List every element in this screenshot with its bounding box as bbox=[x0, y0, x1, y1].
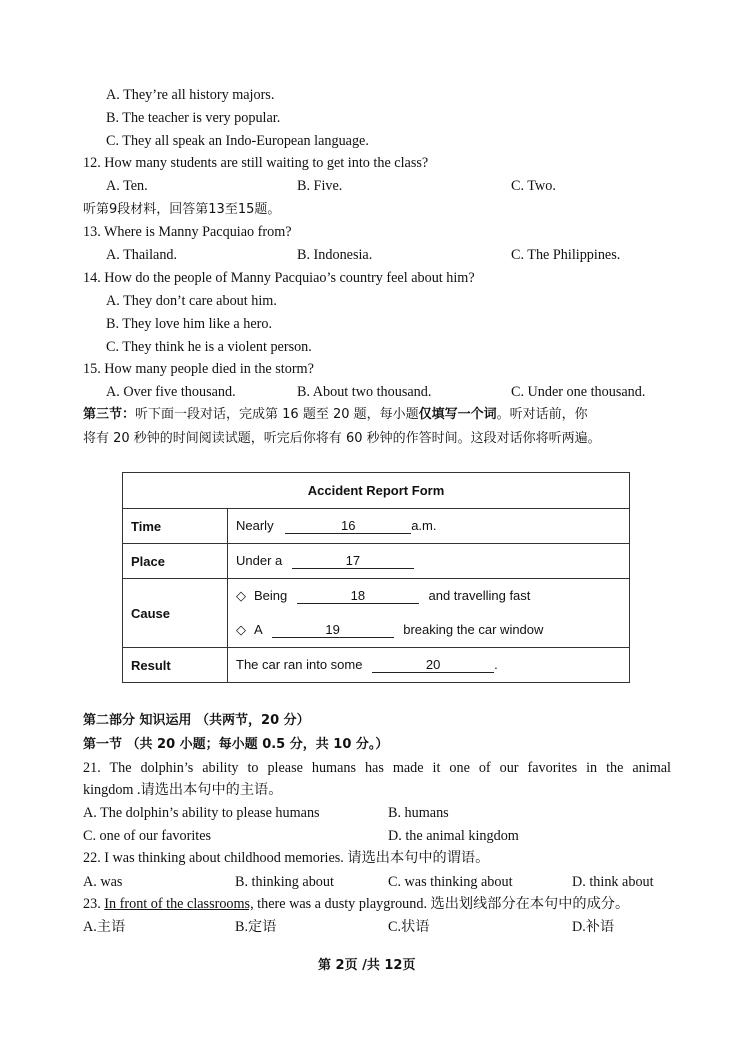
cause-line-2 bbox=[236, 617, 621, 643]
question-14: 14. How do the people of Manny Pacquiao’s country feel about him? bbox=[83, 270, 475, 286]
section-3-bold: 仅填写一个词 bbox=[418, 407, 497, 422]
option-23a: A.主语 bbox=[83, 919, 126, 935]
option-15a: A. Over five thousand. bbox=[106, 384, 236, 400]
form-title: Accident Report Form bbox=[123, 473, 630, 509]
page-footer: 第 2页 /共 12页 bbox=[318, 958, 416, 973]
option-14b: B. They love him like a hero. bbox=[106, 316, 273, 332]
option-11a: A. They’re all history majors. bbox=[106, 87, 275, 103]
cause1-prefix: Being bbox=[254, 588, 288, 603]
question-15: 15. How many people died in the storm? bbox=[83, 361, 314, 377]
time-suffix: a.m. bbox=[411, 518, 437, 533]
time-prefix: Nearly bbox=[236, 518, 274, 533]
question-23 bbox=[83, 895, 629, 913]
option-13c: C. The Philippines. bbox=[511, 247, 621, 263]
option-14a: A. They don’t care about him. bbox=[106, 293, 277, 309]
question-21-line-1: 21. The dolphin’s ability to please humans has made it one of our favorites in the animal bbox=[83, 760, 671, 776]
result-field bbox=[228, 648, 630, 683]
option-13b: B. Indonesia. bbox=[297, 247, 373, 263]
blank-18[interactable]: 18 bbox=[297, 589, 419, 604]
accident-report-form bbox=[122, 472, 630, 683]
part-2-section-1: 第一节 （共 20 小题；每小题 0.5 分，共 10 分。） bbox=[83, 737, 389, 752]
option-11c: C. They all speak an Indo-European language. bbox=[106, 133, 369, 149]
option-23d: D.补语 bbox=[572, 919, 615, 935]
option-13a: A. Thailand. bbox=[106, 247, 178, 263]
section-3-text-1: 听下面一段对话，完成第 16 题至 20 题，每小题 bbox=[135, 407, 419, 422]
blank-19[interactable]: 19 bbox=[272, 623, 394, 638]
section-3-instruction bbox=[83, 406, 588, 424]
option-15c: C. Under one thousand. bbox=[511, 384, 646, 400]
option-12a: A. Ten. bbox=[106, 178, 148, 194]
question-23-number: 23. bbox=[83, 896, 105, 912]
cause2-suffix: breaking the car window bbox=[403, 622, 544, 637]
blank-17[interactable]: 17 bbox=[292, 554, 414, 569]
option-22a: A. was bbox=[83, 874, 123, 890]
place-prefix: Under a bbox=[236, 553, 283, 568]
question-13: 13. Where is Manny Pacquiao from? bbox=[83, 224, 292, 240]
part-2-heading: 第二部分 知识运用 （共两节，20 分） bbox=[83, 713, 310, 728]
diamond-bullet-icon: ◇ bbox=[236, 588, 246, 603]
section-3-instruction-line-2: 将有 20 秒钟的时间阅读试题，听完后你将有 60 秒钟的作答时间。这段对话你将听两遍。 bbox=[83, 431, 601, 446]
option-22c: C. was thinking about bbox=[388, 874, 513, 890]
cause-label: Cause bbox=[123, 579, 228, 648]
question-21-line-2: kingdom .请选出本句中的主语。 bbox=[83, 782, 283, 798]
question-12: 12. How many students are still waiting to get into the class? bbox=[83, 155, 429, 171]
result-prefix: The car ran into some bbox=[236, 657, 363, 672]
cause-field bbox=[228, 579, 630, 648]
question-23-rest: there was a dusty playground. 选出划线部分在本句中的成分。 bbox=[253, 896, 630, 912]
option-12b: B. Five. bbox=[297, 178, 343, 194]
place-field bbox=[228, 544, 630, 579]
place-label: Place bbox=[123, 544, 228, 579]
cause2-prefix: A bbox=[254, 622, 262, 637]
cause-line-1 bbox=[236, 583, 621, 609]
result-label: Result bbox=[123, 648, 228, 683]
option-21b: B. humans bbox=[388, 805, 449, 821]
option-22b: B. thinking about bbox=[235, 874, 334, 890]
cause1-suffix: and travelling fast bbox=[428, 588, 531, 603]
question-23-underlined: In front of the classrooms, bbox=[104, 896, 254, 912]
option-23b: B.定语 bbox=[235, 919, 277, 935]
result-suffix: . bbox=[494, 657, 498, 672]
time-label: Time bbox=[123, 509, 228, 544]
option-21d: D. the animal kingdom bbox=[388, 828, 519, 844]
option-11b: B. The teacher is very popular. bbox=[106, 110, 281, 126]
blank-16[interactable]: 16 bbox=[285, 519, 411, 534]
section-9-instruction: 听第9段材料，回答第13至15题。 bbox=[83, 202, 281, 217]
option-22d: D. think about bbox=[572, 874, 654, 890]
option-21a: A. The dolphin’s ability to please humans bbox=[83, 805, 320, 821]
section-3-text-2: 。听对话前，你 bbox=[496, 407, 588, 422]
section-3-label: 第三节： bbox=[83, 407, 136, 422]
option-21c: C. one of our favorites bbox=[83, 828, 212, 844]
time-field bbox=[228, 509, 630, 544]
option-14c: C. They think he is a violent person. bbox=[106, 339, 312, 355]
option-15b: B. About two thousand. bbox=[297, 384, 432, 400]
diamond-bullet-icon: ◇ bbox=[236, 622, 246, 637]
question-22: 22. I was thinking about childhood memories. 请选出本句中的谓语。 bbox=[83, 850, 490, 866]
option-12c: C. Two. bbox=[511, 178, 556, 194]
blank-20[interactable]: 20 bbox=[372, 658, 494, 673]
option-23c: C.状语 bbox=[388, 919, 430, 935]
